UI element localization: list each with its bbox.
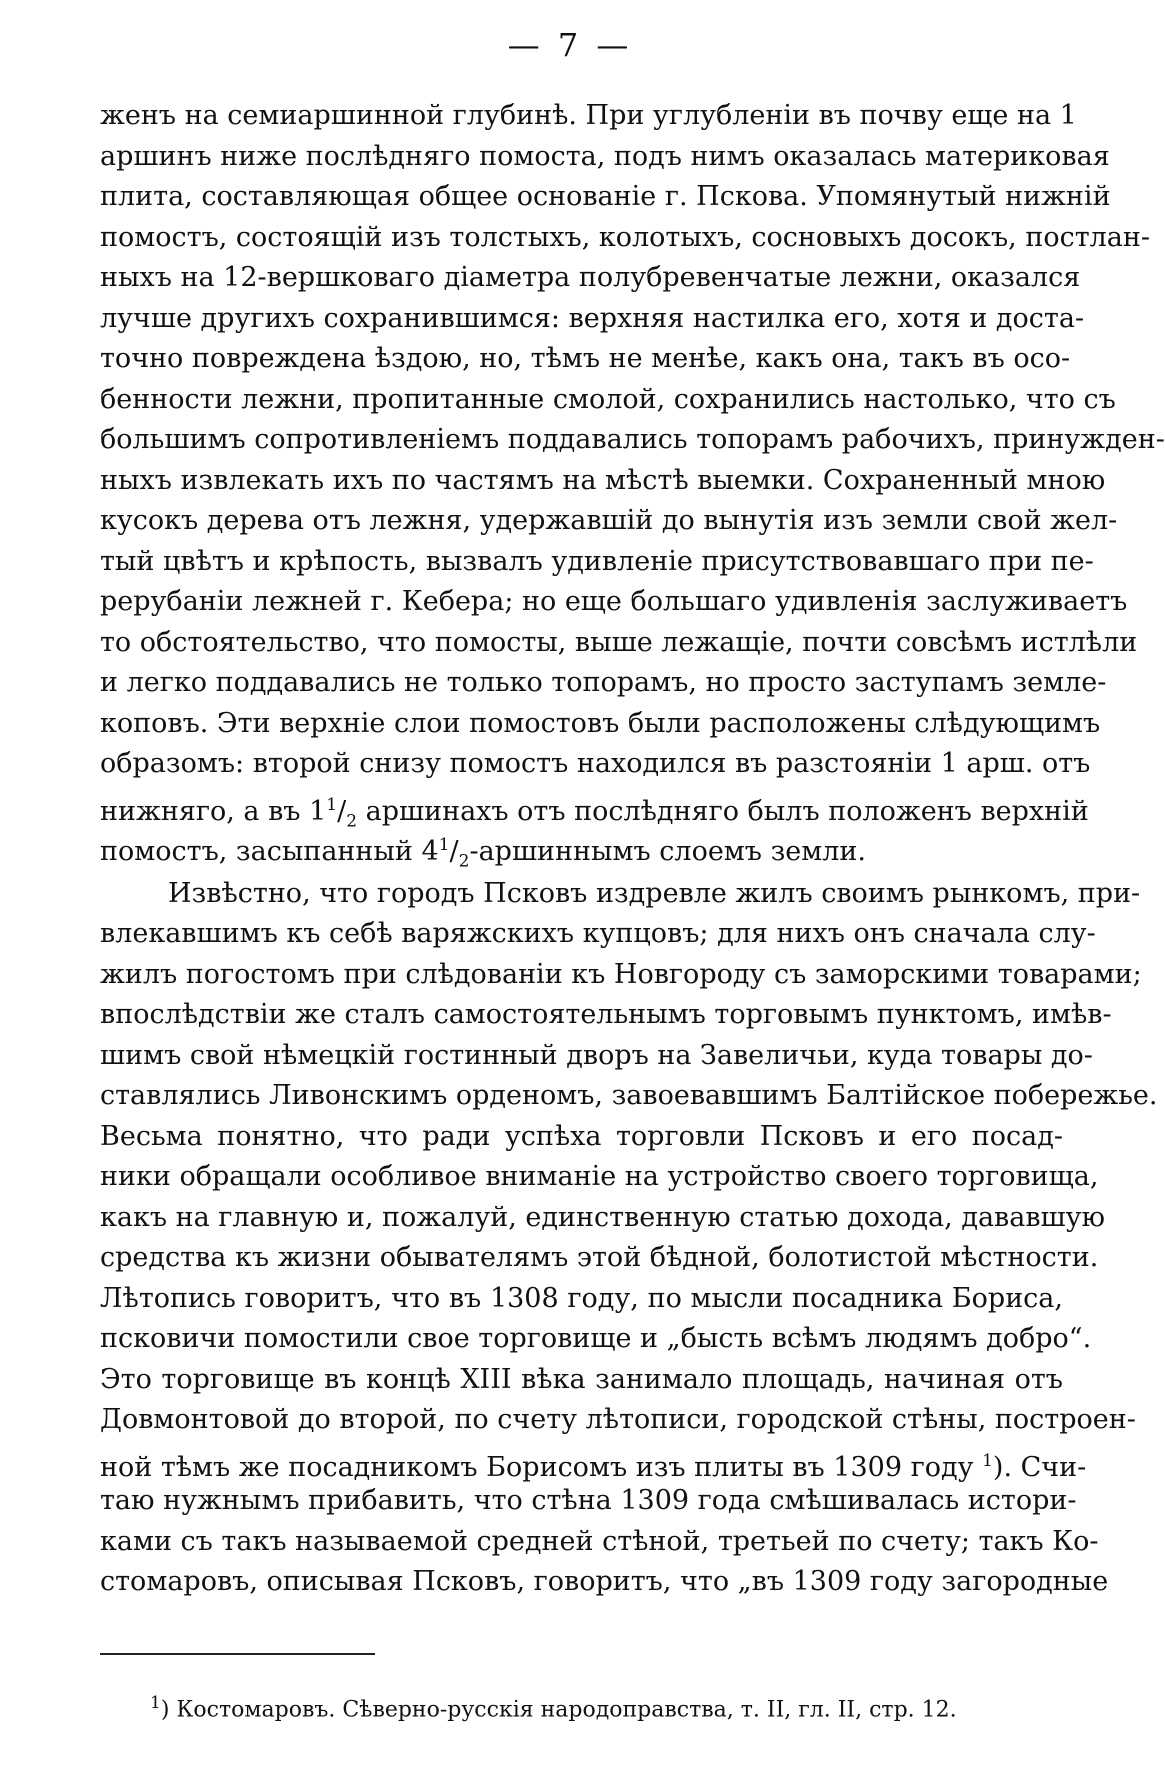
text-line: стомаровъ, описывая Псковъ, говоритъ, что „въ 1309 году загородные (100, 1566, 1109, 1597)
text-line: жилъ погостомъ при слѣдованіи къ Новгороду съ заморскими товарами; (100, 958, 1142, 990)
text-line: Довмонтовой до второй, по счету лѣтописи, городской стѣны, построен- (100, 1404, 1136, 1435)
text-line: Извѣстно, что городъ Псковъ издревле жилъ своимъ рынкомъ, при- (168, 877, 1141, 909)
text-line: влекавшимъ къ себѣ варяжскихъ купцовъ; для нихъ онъ сначала слу- (100, 918, 1096, 949)
text-line: впослѣдствіи же сталъ самостоятельнымъ торговымъ пунктомъ, имѣв- (100, 999, 1112, 1030)
text-line: женъ на семиаршинной глубинѣ. При углубленіи въ почву еще на 1 (100, 100, 1077, 131)
text-line: ной тѣмъ же посадникомъ Борисомъ изъ плиты въ 1309 году $^1$). Счи- (100, 1450, 1087, 1483)
paragraph-1 (100, 96, 1165, 785)
text-line: аршинъ ниже послѣдняго помоста, подъ нимъ оказалась материковая (100, 140, 1110, 172)
text-line: какъ на главную и, пожалуй, единственную статью дохода, дававшую (100, 1201, 1106, 1233)
text-line: плита, составляющая общее основаніе г. Пскова. Упомянутый нижній (100, 181, 1111, 212)
paragraph-2 (100, 874, 1158, 1441)
text-line: псковичи помостили свое торговище и „бысть всѣмъ людямъ добро“. (100, 1323, 1092, 1354)
text-line: образомъ: второй снизу помостъ находился въ разстояніи 1 арш. отъ (100, 748, 1091, 779)
text-line: Весьма понятно, что ради успѣха торговли Псковъ и его посад- (100, 1120, 1063, 1152)
text-line: кусокъ дерева отъ лежня, удержавшій до вынутія изъ земли свой жел- (100, 505, 1118, 536)
text-line: и легко поддавались не только топорамъ, но просто заступамъ земле- (100, 667, 1107, 698)
text-line: тый цвѣтъ и крѣпость, вызвалъ удивленіе присутствовавшаго при пе- (100, 545, 1094, 577)
text-line: коповъ. Эти верхніе слои помостовъ были расположены слѣдующимъ (100, 707, 1101, 739)
text-line: ныхъ на 12-вершковаго діаметра полубревенчатые лежни, оказался (100, 262, 1081, 293)
text-line: Лѣтопись говоритъ, что въ 1308 году, по мысли посадника Бориса, (100, 1282, 1063, 1314)
footnote: $^1$) Костомаровъ. Сѣверно-русскія народоправства, т. II, гл. II, стр. 12. (150, 1693, 957, 1723)
text-line: ныхъ извлекать ихъ по частямъ на мѣстѣ выемки. Сохраненный мною (100, 464, 1106, 496)
text-line: таю нужнымъ прибавить, что стѣна 1309 года смѣшивалась истори- (100, 1485, 1077, 1516)
footnote-reference[interactable]: 1 (982, 1450, 993, 1471)
text-line: ники обращали особливое вниманіе на устройство своего торговища, (100, 1161, 1099, 1192)
text-line: ками съ такъ называемой средней стѣной, третьей по счету; такъ Ко- (100, 1525, 1099, 1557)
paragraph-2-end (100, 1481, 1109, 1603)
footnote-divider (100, 1653, 375, 1655)
text-line: средства къ жизни обывателямъ этой бѣдной, болотистой мѣстности. (100, 1242, 1099, 1273)
text-line: то обстоятельство, что помосты, выше лежащіе, почти совсѣмъ истлѣли (100, 626, 1138, 658)
body-text (100, 96, 1165, 1603)
page-number: — 7 — (507, 26, 633, 64)
text-line: большимъ сопротивленіемъ поддавались топорамъ рабочихъ, принужден- (100, 424, 1165, 455)
text-line: помостъ, состоящій изъ толстыхъ, колотыхъ, сосновыхъ досокъ, постлан- (100, 221, 1151, 253)
text-line: рерубаніи лежней г. Кебера; но еще большаго удивленія заслуживаетъ (100, 586, 1128, 617)
text-line: точно повреждена ѣздою, но, тѣмъ не менѣе, какъ она, такъ въ осо- (100, 343, 1071, 374)
text-line: помостъ, засыпанный $4^1/_2$-аршиннымъ слоемъ земли. (100, 835, 867, 872)
text-line: бенности лежни, пропитанные смолой, сохранились настолько, что съ (100, 383, 1116, 415)
text-line: Это торговище въ концѣ XIII вѣка занимало площадь, начиная отъ (100, 1363, 1063, 1395)
text-line: ставлялись Ливонскимъ орденомъ, завоевавшимъ Балтійское побережье. (100, 1080, 1158, 1111)
text-line: шимъ свой нѣмецкій гостинный дворъ на Завеличьи, куда товары до- (100, 1039, 1093, 1071)
text-line: лучше другихъ сохранившимся: верхняя настилка его, хотя и доста- (100, 302, 1085, 334)
text-line: нижняго, а въ $1^1/_2$ аршинахъ отъ послѣдняго былъ положенъ верхній (100, 794, 1089, 831)
